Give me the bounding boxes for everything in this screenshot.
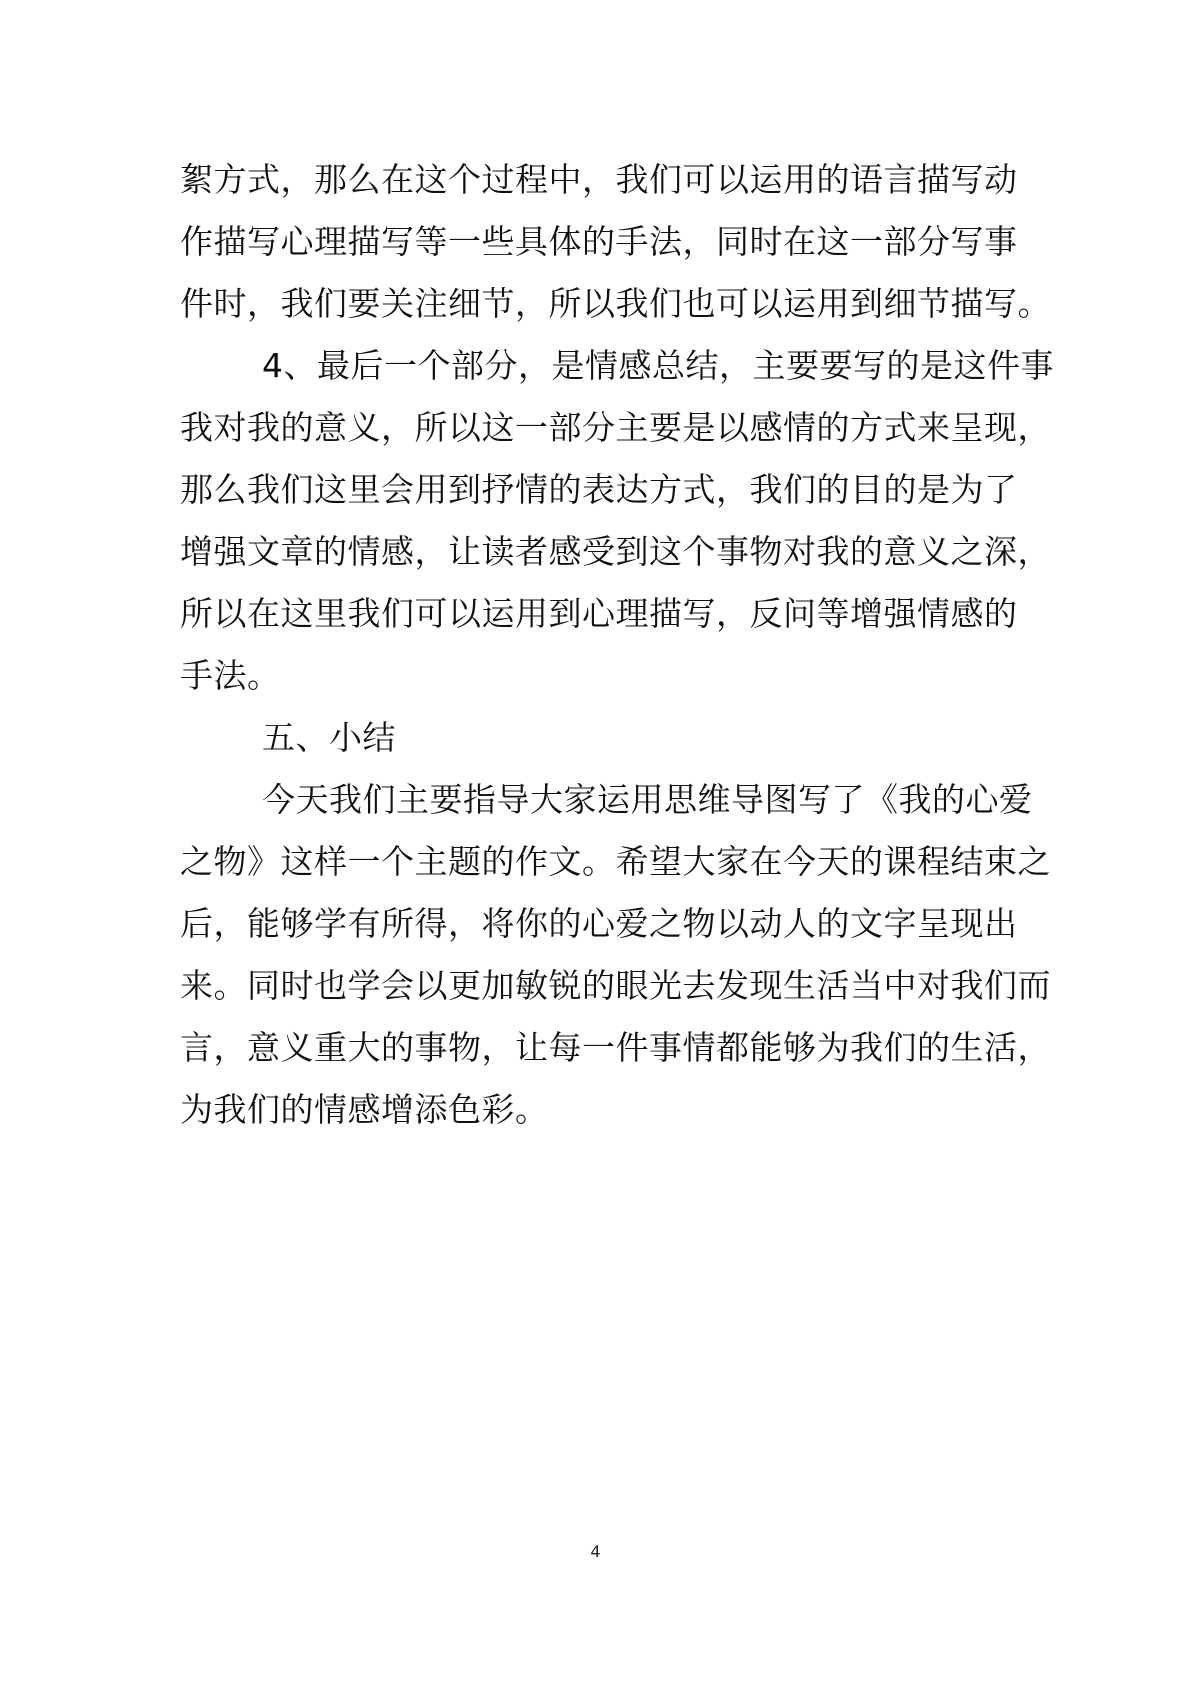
text-line: 絮方式，那么在这个过程中，我们可以运用的语言描写动 [180,160,1018,199]
section-heading: 五、小结 [262,718,396,757]
text-line: 来。同时也学会以更加敏锐的眼光去发现生活当中对我们而 [180,966,1051,1005]
page-number: 4 [590,1542,601,1561]
text-line: 作描写心理描写等一些具体的手法，同时在这一部分写事 [180,222,1018,261]
text-line: 我对我的意义，所以这一部分主要是以感情的方式来呈现， [180,408,1051,447]
text-line: 手法。 [180,656,281,695]
text-line: 那么我们这里会用到抒情的表达方式，我们的目的是为了 [180,470,1018,509]
text-line: 之物》这样一个主题的作文。希望大家在今天的课程结束之 [180,842,1051,881]
text-line: 所以在这里我们可以运用到心理描写，反问等增强情感的 [180,594,1018,633]
text-line: 今天我们主要指导大家运用思维导图写了《我的心爱 [262,780,1033,819]
text-line: 后，能够学有所得，将你的心爱之物以动人的文字呈现出 [180,904,1018,943]
text-line: 言，意义重大的事物，让每一件事情都能够为我们的生活， [180,1028,1051,1067]
text-line: 为我们的情感增添色彩。 [180,1090,549,1129]
text-line: 件时，我们要关注细节，所以我们也可以运用到细节描写。 [180,284,1051,323]
text-line: 增强文章的情感，让读者感受到这个事物对我的意义之深， [180,532,1051,571]
text-line: 4、最后一个部分，是情感总结，主要要写的是这件事 [262,346,1054,385]
